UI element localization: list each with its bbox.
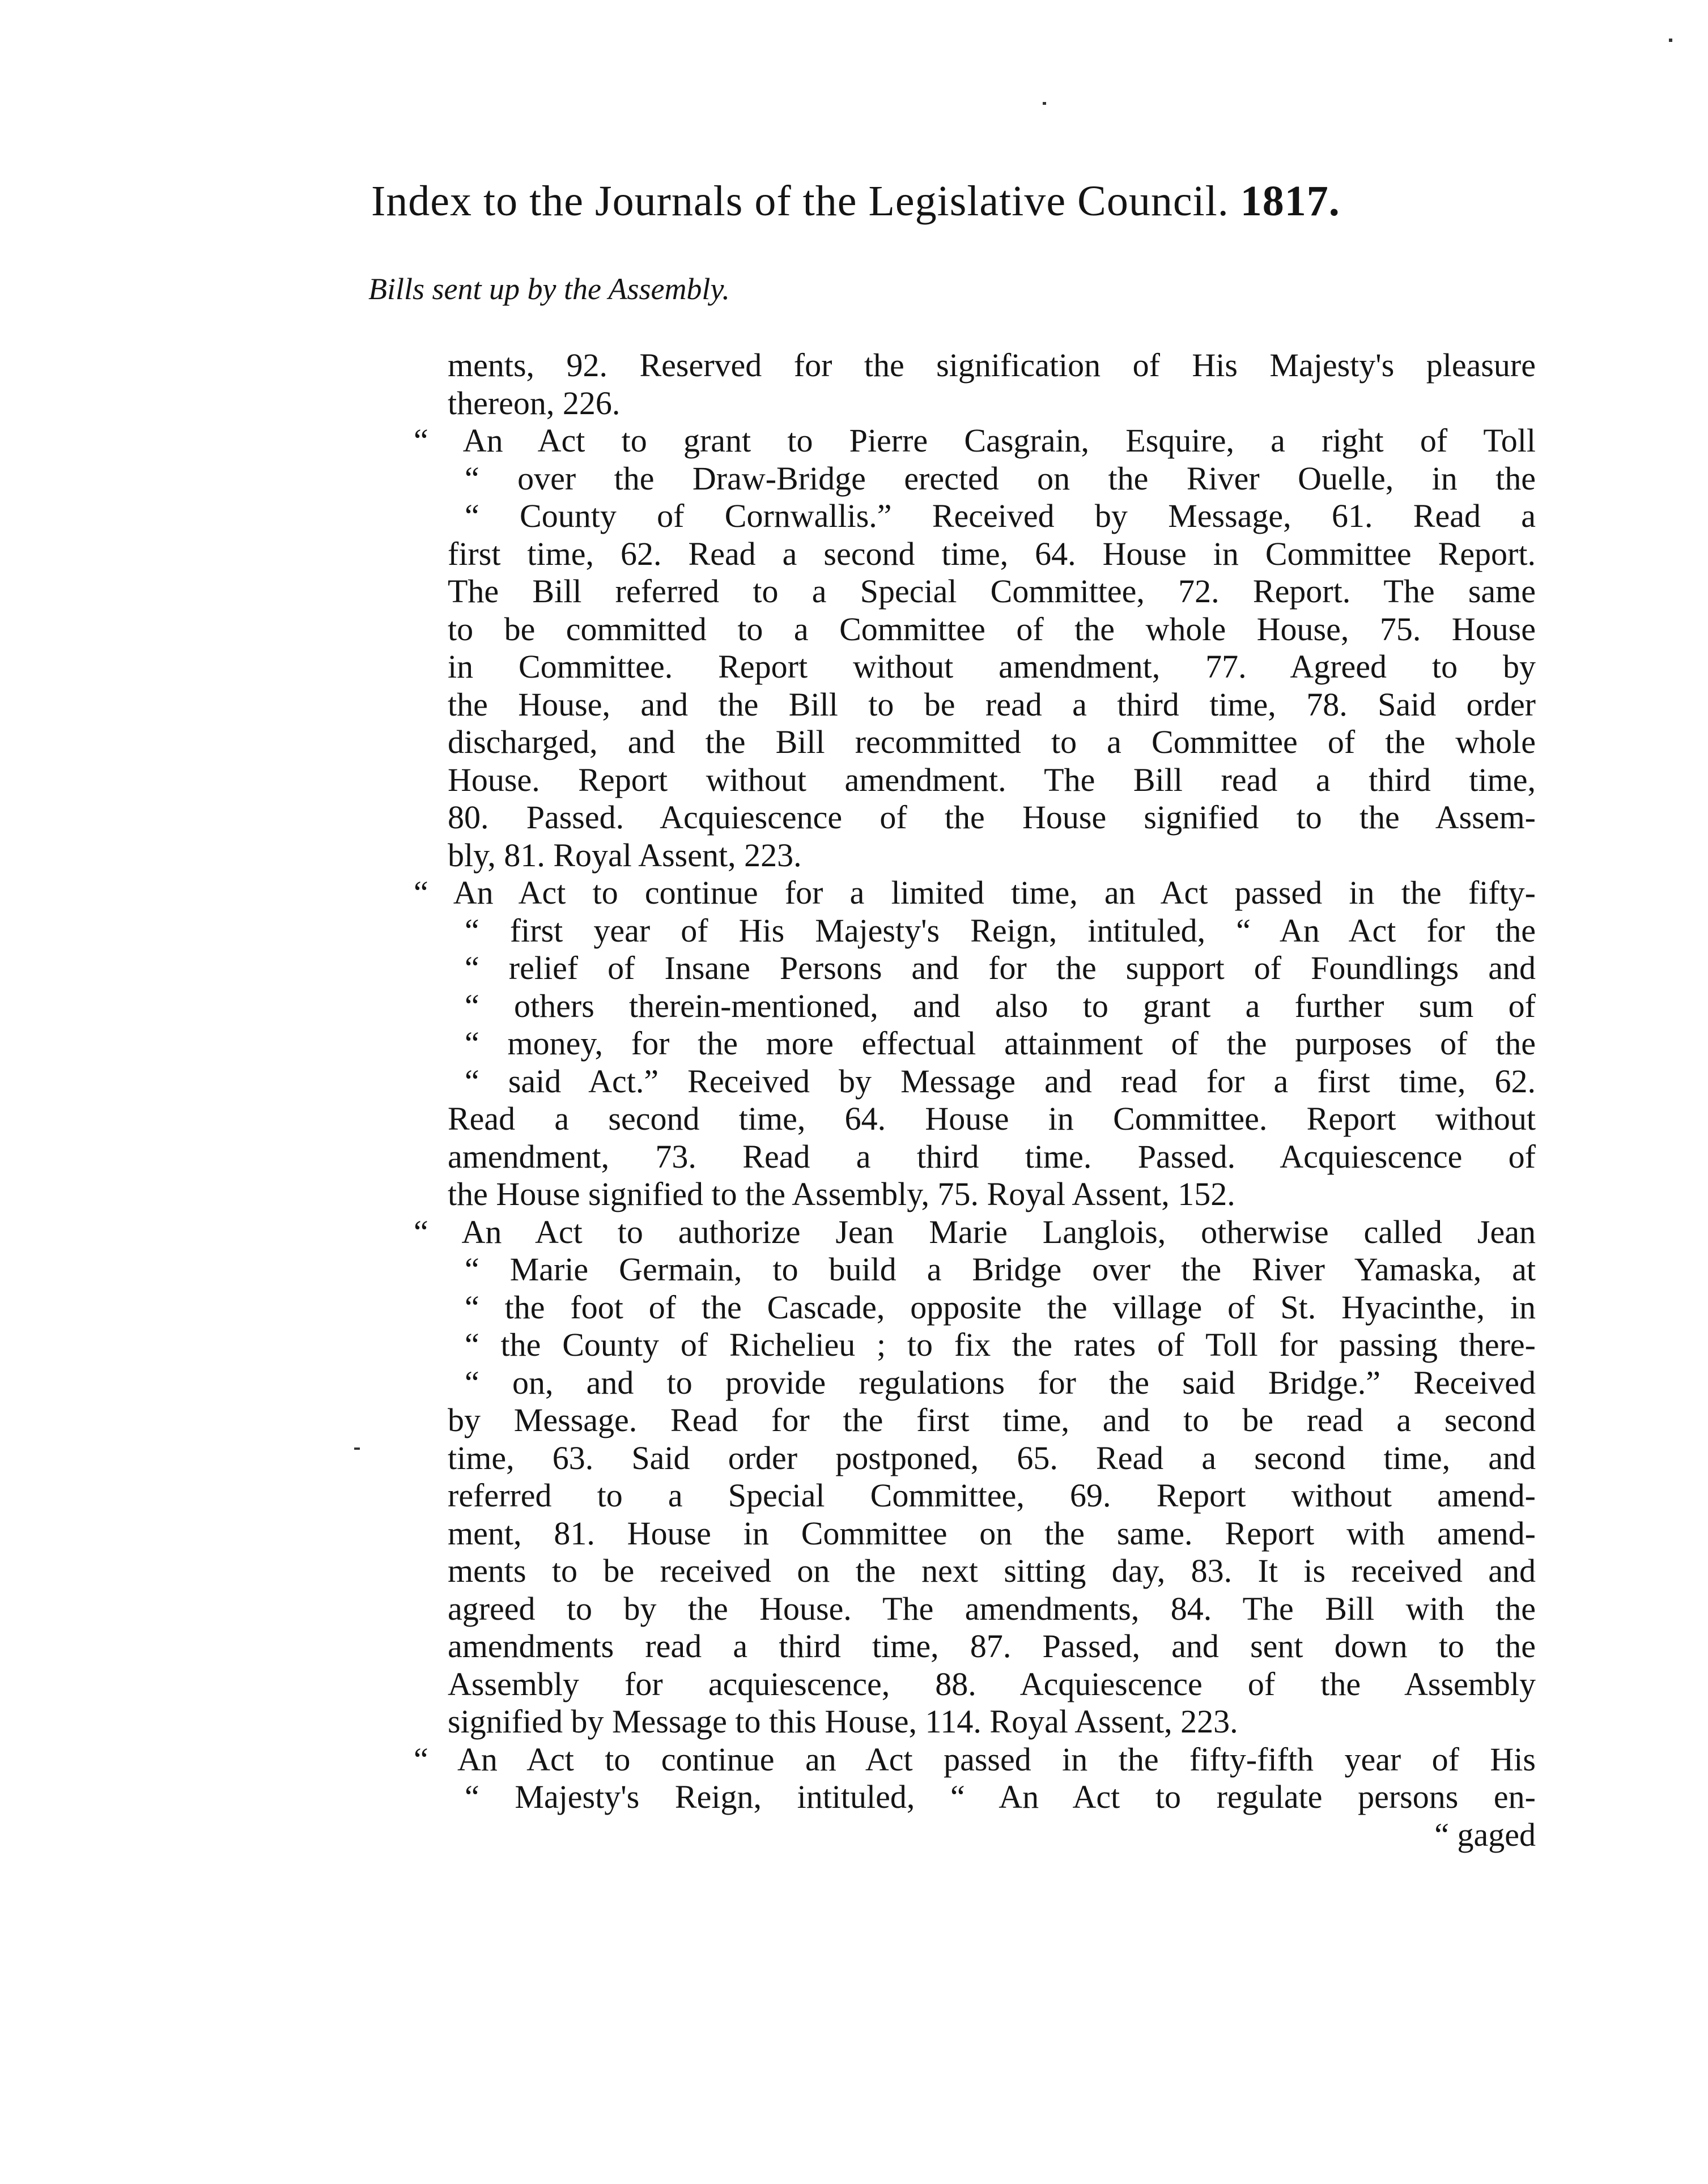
text-line: “ An Act to continue an Act passed in the fifty-fifth year of His <box>414 1740 1536 1778</box>
text-line: ments, 92. Reserved for the signification of His Majesty's pleasure <box>448 347 1536 384</box>
text-line: “ over the Draw-Bridge erected on the River Ouelle, in the <box>465 459 1536 497</box>
scan-speck <box>354 1448 360 1450</box>
text-line: referred to a Special Committee, 69. Report without amend- <box>448 1477 1536 1514</box>
scan-speck <box>1669 39 1672 42</box>
text-line: Read a second time, 64. House in Committee. Report without <box>448 1100 1536 1137</box>
text-line: “ County of Cornwallis.” Received by Message, 61. Read a <box>465 497 1536 534</box>
text-line: amendments read a third time, 87. Passed, and sent down to the <box>448 1628 1536 1664</box>
text-line: “ An Act to grant to Pierre Casgrain, Esquire, a right of Toll <box>414 422 1536 459</box>
text-line: “ An Act to continue for a limited time, an Act passed in the fifty- <box>414 874 1536 911</box>
text-line: House. Report without amendment. The Bill read a third time, <box>448 761 1536 798</box>
text-line: thereon, 226. <box>448 384 621 422</box>
text-line: Assembly for acquiescence, 88. Acquiescence of the Assembly <box>448 1665 1536 1702</box>
text-line: “ on, and to provide regulations for the said Bridge.” Received <box>465 1364 1536 1401</box>
text-line: amendment, 73. Read a third time. Passed. Acquiescence of <box>448 1138 1536 1175</box>
text-line: “ the County of Richelieu ; to fix the rates of Toll for passing there- <box>465 1326 1536 1363</box>
text-line: to be committed to a Committee of the whole House, 75. House <box>448 610 1536 648</box>
section-label: Bills sent up by the Assembly. <box>368 272 730 306</box>
header-title: Index to the Journals of the Legislative Council. <box>371 177 1229 225</box>
page-header <box>371 170 1567 232</box>
text-line: ment, 81. House in Committee on the same. Report with amend- <box>448 1514 1536 1552</box>
text-line: “ the foot of the Cascade, opposite the village of St. Hyacinthe, in <box>465 1288 1536 1326</box>
text-line: 80. Passed. Acquiescence of the House signified to the Assem- <box>448 799 1536 836</box>
text-line: “ Marie Germain, to build a Bridge over the River Yamaska, at <box>465 1251 1536 1288</box>
text-line: first time, 62. Read a second time, 64. House in Committee Report. <box>448 535 1536 572</box>
text-line: The Bill referred to a Special Committee, 72. Report. The same <box>448 573 1536 610</box>
text-line: “ first year of His Majesty's Reign, intituled, “ An Act for the <box>465 912 1536 949</box>
text-line: time, 63. Said order postponed, 65. Read a second time, and <box>448 1439 1536 1476</box>
index-entries <box>414 347 1536 1854</box>
text-line: “ gaged <box>1434 1816 1536 1853</box>
text-line: signified by Message to this House, 114. Royal Assent, 223. <box>448 1703 1238 1740</box>
text-line: bly, 81. Royal Assent, 223. <box>448 836 802 874</box>
text-line: discharged, and the Bill recommitted to a Committee of the whole <box>448 723 1536 760</box>
scan-speck <box>1043 102 1046 105</box>
text-line: “ money, for the more effectual attainment of the purposes of the <box>465 1025 1536 1062</box>
text-line: in Committee. Report without amendment, 77. Agreed to by <box>448 648 1536 685</box>
text-line: “ An Act to authorize Jean Marie Langlois, otherwise called Jean <box>414 1213 1536 1250</box>
text-line: agreed to by the House. The amendments, 84. The Bill with the <box>448 1590 1536 1627</box>
text-line: the House, and the Bill to be read a third time, 78. Said order <box>448 686 1536 723</box>
text-line: the House signified to the Assembly, 75. Royal Assent, 152. <box>448 1176 1235 1212</box>
header-year: 1817. <box>1240 177 1340 225</box>
text-line: ments to be received on the next sitting day, 83. It is received and <box>448 1552 1536 1589</box>
text-line: “ Majesty's Reign, intituled, “ An Act to regulate persons en- <box>465 1778 1536 1815</box>
text-line: “ others therein-mentioned, and also to grant a further sum of <box>465 987 1536 1024</box>
text-line: “ relief of Insane Persons and for the support of Foundlings and <box>465 950 1536 986</box>
text-line: “ said Act.” Received by Message and read for a first time, 62. <box>465 1062 1536 1100</box>
text-line: by Message. Read for the first time, and to be read a second <box>448 1402 1536 1438</box>
